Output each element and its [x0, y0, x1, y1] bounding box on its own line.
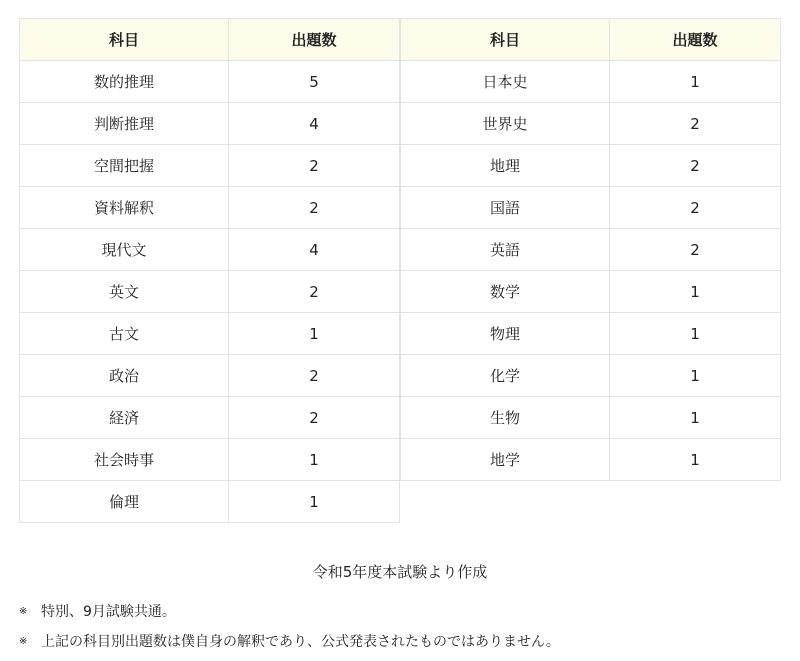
count-cell: 4 [229, 103, 400, 145]
note-item [19, 601, 176, 621]
column-header-count: 出題数 [610, 19, 781, 61]
count-cell: 2 [229, 187, 400, 229]
column-header-count: 出題数 [229, 19, 400, 61]
table-header-row [20, 19, 400, 61]
table-header-row [401, 19, 781, 61]
count-cell: 2 [229, 271, 400, 313]
count-cell: 2 [229, 355, 400, 397]
column-header-subject: 科目 [20, 19, 229, 61]
asterisk-mark-icon: ※ [19, 605, 28, 617]
count-cell: 2 [610, 229, 781, 271]
count-cell: 4 [229, 229, 400, 271]
table-row [20, 355, 400, 397]
note-text: 上記の科目別出題数は僕自身の解釈であり、公式発表されたものではありません。 [41, 634, 560, 650]
count-cell: 2 [610, 103, 781, 145]
subject-table-right [400, 18, 781, 481]
table-row [401, 439, 781, 481]
subject-cell: 政治 [20, 355, 229, 397]
subject-tables [19, 18, 780, 532]
table-row [20, 229, 400, 271]
table-row [20, 313, 400, 355]
count-cell: 1 [229, 481, 400, 523]
count-cell: 1 [610, 313, 781, 355]
subject-table-left [19, 18, 400, 523]
table-row [401, 61, 781, 103]
count-cell: 1 [610, 271, 781, 313]
subject-cell: 数的推理 [20, 61, 229, 103]
table-row [20, 439, 400, 481]
asterisk-mark-icon: ※ [19, 635, 28, 647]
table-row [401, 355, 781, 397]
subject-cell: 地学 [401, 439, 610, 481]
count-cell: 2 [229, 397, 400, 439]
subject-cell: 数学 [401, 271, 610, 313]
column-header-subject: 科目 [401, 19, 610, 61]
count-cell: 1 [229, 439, 400, 481]
count-cell: 1 [610, 439, 781, 481]
subject-cell: 物理 [401, 313, 610, 355]
subject-cell: 日本史 [401, 61, 610, 103]
count-cell: 5 [229, 61, 400, 103]
table-row [401, 313, 781, 355]
count-cell: 1 [610, 397, 781, 439]
subject-cell: 判断推理 [20, 103, 229, 145]
count-cell: 2 [610, 145, 781, 187]
table-row [401, 397, 781, 439]
table-row [20, 271, 400, 313]
table-row [20, 61, 400, 103]
table-row [401, 187, 781, 229]
count-cell: 1 [229, 313, 400, 355]
subject-cell: 資料解釈 [20, 187, 229, 229]
note-text: 特別、9月試験共通。 [41, 604, 176, 620]
table-row [401, 271, 781, 313]
subject-cell: 現代文 [20, 229, 229, 271]
table-row [20, 145, 400, 187]
count-cell: 1 [610, 355, 781, 397]
table-caption: 令和5年度本試験より作成 [312, 563, 488, 581]
subject-cell: 化学 [401, 355, 610, 397]
subject-cell: 空間把握 [20, 145, 229, 187]
table-row [401, 103, 781, 145]
count-cell: 1 [610, 61, 781, 103]
subject-cell: 世界史 [401, 103, 610, 145]
subject-cell: 社会時事 [20, 439, 229, 481]
table-row [401, 229, 781, 271]
subject-cell: 英文 [20, 271, 229, 313]
table-row [20, 187, 400, 229]
table-row [20, 481, 400, 523]
subject-cell: 生物 [401, 397, 610, 439]
subject-cell: 古文 [20, 313, 229, 355]
count-cell: 2 [229, 145, 400, 187]
subject-cell: 国語 [401, 187, 610, 229]
table-row [20, 103, 400, 145]
subject-cell: 経済 [20, 397, 229, 439]
table-row [20, 397, 400, 439]
subject-cell: 倫理 [20, 481, 229, 523]
subject-cell: 地理 [401, 145, 610, 187]
note-item [19, 631, 560, 651]
table-row [401, 145, 781, 187]
subject-cell: 英語 [401, 229, 610, 271]
count-cell: 2 [610, 187, 781, 229]
